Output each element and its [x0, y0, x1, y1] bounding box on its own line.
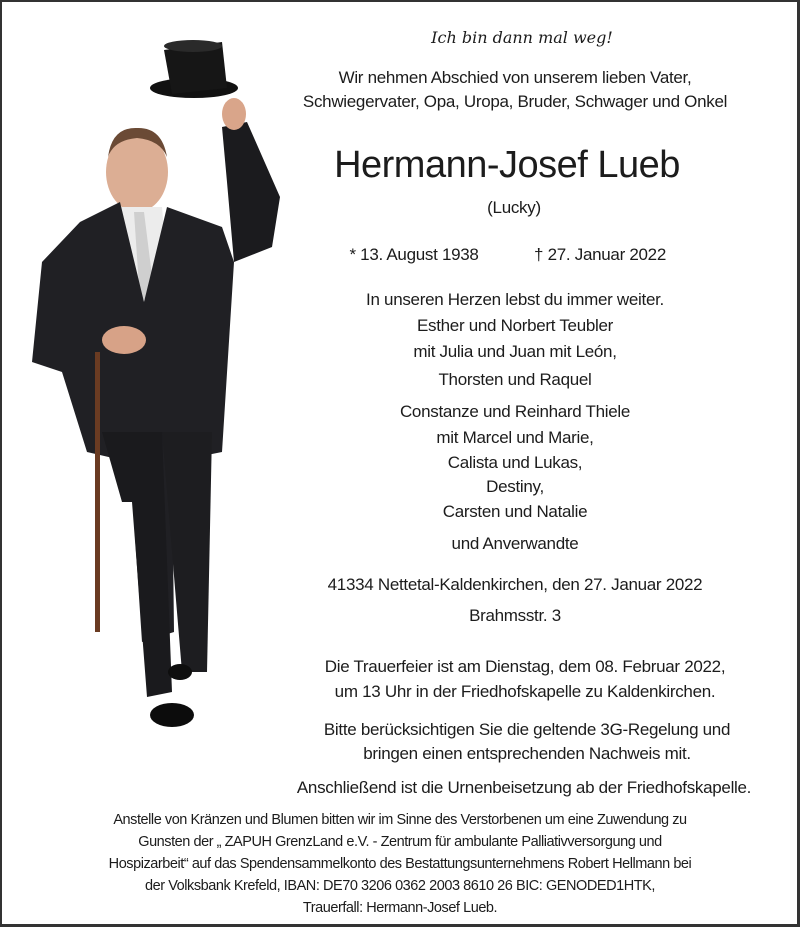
birth-date: * 13. August 1938 [349, 245, 479, 264]
tagline: Ich bin dann mal weg! [431, 28, 613, 47]
covid-notice: Bitte berücksichtigen Sie die geltende 3G-Regelung und [323, 720, 731, 739]
donation-line: Trauerfall: Hermann-Josef Lueb. [302, 900, 498, 916]
family-line: Calista und Lukas, [447, 453, 583, 472]
street-address: Brahmsstr. 3 [469, 606, 561, 625]
donation-line: der Volksbank Krefeld, IBAN: DE70 3206 0362 2003 8610 26 BIC: GENODED1HTK, [145, 878, 655, 894]
service-info: um 13 Uhr in der Friedhofskapelle zu Kaldenkirchen. [334, 682, 716, 701]
family-line: mit Marcel und Marie, [436, 428, 594, 447]
death-date: † 27. Januar 2022 [534, 245, 666, 264]
donation-line: Anstelle von Kränzen und Blumen bitten wir im Sinne des Verstorbenen um eine Zuwendung zu [113, 812, 687, 828]
relatives: und Anverwandte [451, 534, 579, 553]
intro-line: Wir nehmen Abschied von unserem lieben Vater, [338, 68, 692, 87]
service-info: Die Trauerfeier ist am Dienstag, dem 08. Februar 2022, [324, 657, 726, 676]
burial-info: Anschließend ist die Urnenbeisetzung ab der Friedhofskapelle. [296, 778, 752, 797]
donation-line: Gunsten der „ ZAPUH GrenzLand e.V. - Zentrum für ambulante Palliativversorgung und [138, 834, 662, 850]
family-line: Thorsten und Raquel [438, 370, 592, 389]
family-line: Constanze und Reinhard Thiele [399, 402, 631, 421]
family-line: mit Julia und Juan mit León, [413, 342, 617, 361]
intro-line: Schwiegervater, Opa, Uropa, Bruder, Schwager und Onkel [302, 92, 728, 111]
top-hat-icon [150, 40, 238, 98]
place-date: 41334 Nettetal-Kaldenkirchen, den 27. Januar 2022 [327, 575, 703, 594]
covid-notice: bringen einen entsprechenden Nachweis mit. [363, 744, 691, 763]
family-line: Carsten und Natalie [442, 502, 588, 521]
family-line: Destiny, [486, 477, 544, 496]
family-line: In unseren Herzen lebst du immer weiter. [366, 290, 664, 309]
deceased-name: Hermann-Josef Lueb [334, 144, 680, 186]
family-line: Esther und Norbert Teubler [416, 316, 614, 335]
nickname: (Lucky) [487, 198, 541, 217]
donation-line: Hospizarbeit“ auf das Spendensammelkonto des Bestattungsunternehmens Robert Hellmann bei [108, 856, 692, 872]
portrait-photo [22, 32, 292, 752]
